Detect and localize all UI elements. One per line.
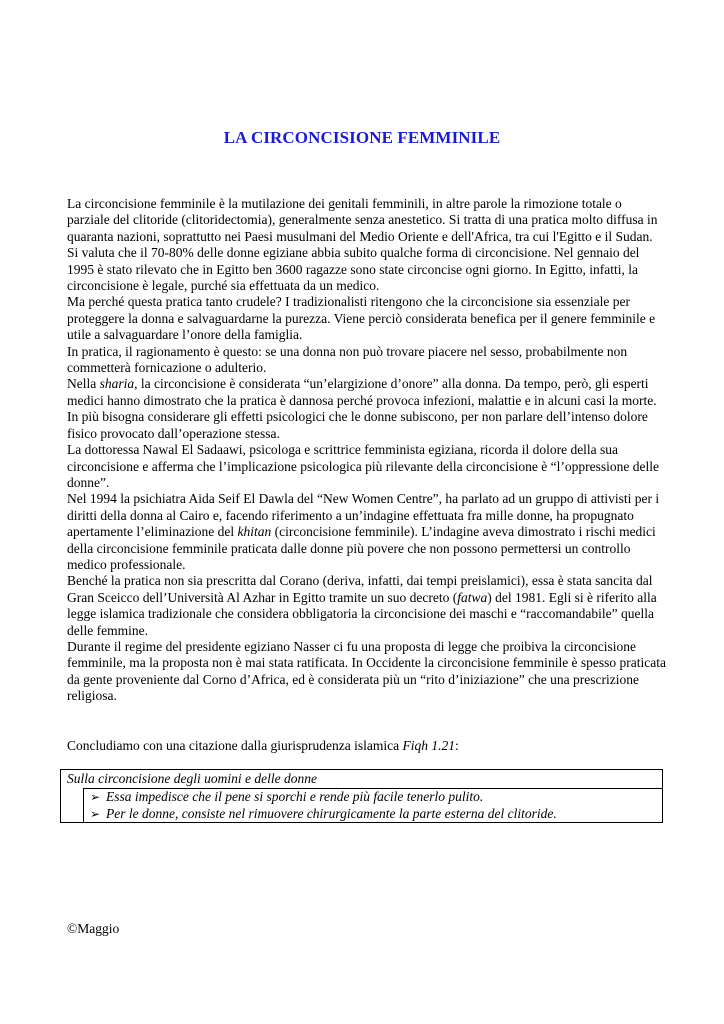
paragraph-text: (circoncisione femminile). L’indagine aveva dimostrato i rischi medici della circoncisione femminile praticata dalle donne più povere che non possono permettersi un controllo medico professionale. — [67, 524, 656, 572]
quote-list — [83, 788, 663, 823]
article-paragraph — [67, 573, 667, 639]
paragraph-text: Durante il regime del presidente egiziano Nasser ci fu una proposta di legge che proibiva la circoncisione femminile, ma la proposta non è mai stata ratificata. In Occidente la circoncisione femminile è spesso praticata da gente proveniente dal Corno d’Africa, ed è considerata più un “rito d’iniziazione” che una prescrizione religiosa. — [67, 638, 667, 704]
article-paragraph — [67, 245, 667, 294]
article-body — [67, 196, 667, 705]
quote-item — [84, 789, 483, 805]
quote-intro-text: Concludiamo con una citazione dalla giurisprudenza islamica — [67, 738, 403, 753]
article-paragraph — [67, 491, 667, 573]
article-paragraph — [67, 294, 667, 343]
article-paragraph — [67, 196, 667, 245]
document-title: LA CIRCONCISIONE FEMMINILE — [223, 128, 501, 147]
italic-term: khitan — [237, 524, 272, 540]
quote-box — [60, 769, 663, 823]
article-paragraph — [67, 639, 667, 705]
italic-term: fatwa — [457, 589, 488, 605]
quote-source: Fiqh 1.21 — [402, 738, 456, 753]
paragraph-text: Benché la pratica non sia prescritta dal Corano (deriva, infatti, dai tempi preislamici), essa è stata sancita dal Gran Sceicco dell’Università Al Azhar in Egitto tramite un suo decreto ( — [67, 573, 653, 605]
quote-intro-end: : — [455, 738, 459, 753]
paragraph-text: , la circoncisione è considerata “un’elargizione d’onore” alla donna. Da tempo, però, gli esperti medici hanno dimostrato che la pratica è dannosa perché provoca infezioni, malattie e in alcuni casi la morte. In più bisogna considerare gli effetti psicologici che le donne subiscono, per non parlare dell’intenso dolore fisico provocato dall’operazione stessa. — [67, 376, 657, 441]
paragraph-text: La circoncisione femminile è la mutilazione dei genitali femminili, in altre parole la rimozione totale o parziale del clitoride (clitoridectomia), generalmente senza anestetico. Si tratta di una pratica molto diffusa in quaranta nazioni, soprattutto nei Paesi musulmani del Medio Oriente e dell'Africa, tra cui l'Egitto e il Sudan. — [67, 196, 658, 244]
article-paragraph — [67, 344, 667, 377]
paragraph-text: Ma perché questa pratica tanto crudele? I tradizionalisti ritengono che la circoncisione sia essenziale per proteggere la donna e salvaguardarne la purezza. Viene perciò considerata benefica per il genere femminile e utile a salvaguardare l’onore della famiglia. — [67, 294, 656, 343]
quote-item — [84, 806, 557, 822]
paragraph-text: Nella — [67, 376, 100, 392]
arrow-bullet-icon: ➢ — [89, 807, 101, 821]
quote-item-text: Per le donne, consiste nel rimuovere chirurgicamente la parte esterna del clitoride. — [106, 806, 557, 821]
article-paragraph — [67, 376, 667, 442]
paragraph-text: ) del 1981. Egli si è riferito alla legge islamica tradizionale che considera obbligatoria la circoncisione dei maschi e “raccomandabile” quella delle femmine. — [67, 589, 657, 638]
article-paragraph — [67, 442, 667, 491]
paragraph-text: Si valuta che il 70-80% delle donne egiziane abbia subito qualche forma di circoncisione. Nel gennaio del 1995 è stato rilevato che in Egitto ben 3600 ragazze sono state circoncise ogni giorno. In Egitto, infatti, la circoncisione è legale, purché sia effettuata da un medico. — [67, 245, 640, 294]
paragraph-text: La dottoressa Nawal El Sadaawi, psicologa e scrittrice femminista egiziana, ricorda il dolore della sua circoncisione e afferma che l’implicazione psicologica più rilevante della circoncisione è “l’oppressione delle donne”. — [67, 442, 659, 490]
arrow-bullet-icon: ➢ — [89, 790, 101, 804]
quote-intro — [67, 738, 667, 754]
paragraph-text: In pratica, il ragionamento è questo: se una donna non può trovare piacere nel sesso, probabilmente non commetterà fornicazione o adulterio. — [67, 343, 628, 376]
quote-item-text: Essa impedisce che il pene si sporchi e rende più facile tenerlo pulito. — [106, 789, 484, 804]
paragraph-text: Nel 1994 la psichiatra Aida Seif El Dawla del “New Women Centre”, ha parlato ad un gruppo di attivisti per i diritti della donna al Cairo e, facendo riferimento a un’indagine effettuata fra mille donne, ha propugnato apertamente l’eliminazione del — [67, 491, 660, 540]
quote-heading: Sulla circoncisione degli uomini e delle donne — [67, 771, 317, 786]
footer-copyright: ©Maggio — [67, 921, 120, 936]
italic-term: sharia — [99, 376, 135, 392]
